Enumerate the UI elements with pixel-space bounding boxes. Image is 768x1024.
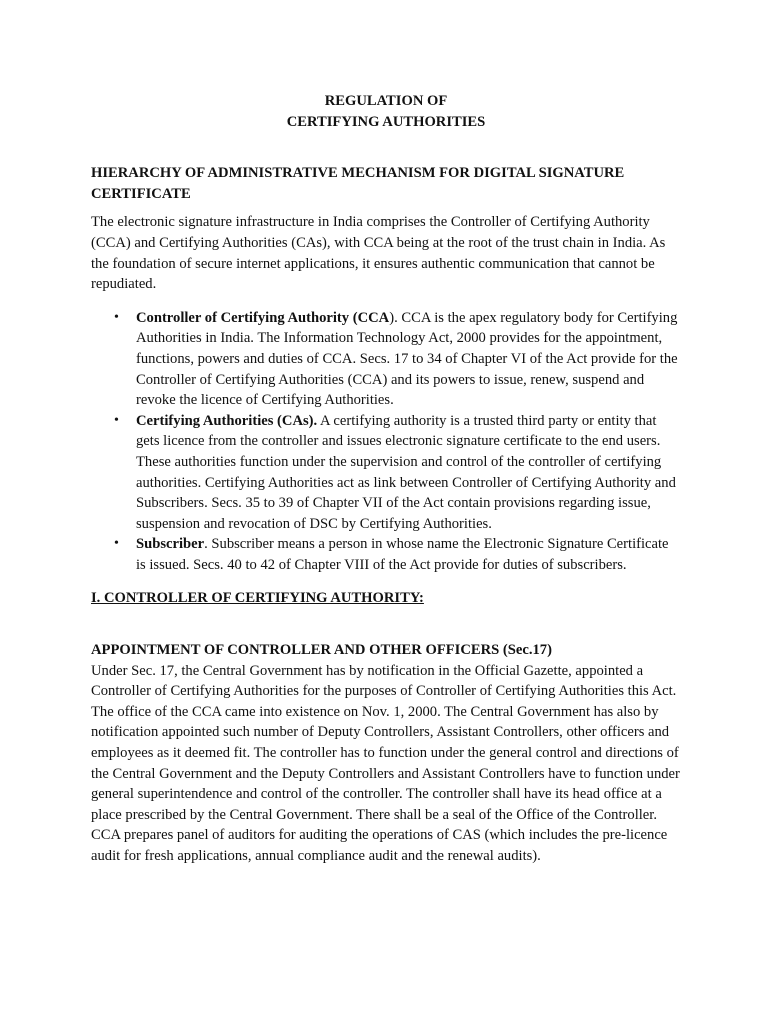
list-item	[91, 308, 681, 411]
document-title-line-1: REGULATION OF	[324, 93, 448, 109]
list-item-term: Controller of Certifying Authority (CCA	[136, 309, 390, 326]
sub-heading: APPOINTMENT OF CONTROLLER AND OTHER OFFICERS (Sec.17)	[91, 642, 552, 659]
body-paragraph-2: CCA prepares panel of auditors for auditing the operations of CAS (which includes the pre-licence audit for fresh applications, annual compliance audit and the renewal audits).	[91, 827, 668, 864]
list-item-text: ). CCA is the apex regulatory body for Certifying Authorities in India. The Information Technology Act, 2000 provides for the appointment, functions, powers and duties of CCA. Secs. 17 to 34 of Chapter VI of the Act provide for the Controller of Certifying Authorities (CCA) and its powers to issue, renew, suspend and revoke the licence of Certifying Authorities.	[136, 309, 678, 409]
list-item-term: Subscriber	[136, 536, 205, 553]
bullet-icon: •	[114, 309, 119, 325]
bullet-icon: •	[114, 412, 119, 428]
definition-list	[91, 308, 681, 576]
intro-paragraph: The electronic signature infrastructure in India comprises the Controller of Certifying Authority (CCA) and Certifying Authorities (CAs), with CCA being at the root of the trust chain in India. As the foundation of secure internet applications, it ensures authentic communication that cannot be repudiated.	[91, 214, 666, 293]
list-item-term: Certifying Authorities (CAs).	[136, 412, 318, 429]
list-item-text: A certifying authority is a trusted third party or entity that gets licence from the controller and issues electronic signature certificate to the end users. These authorities function under the supervision and control of the controller of certifying authorities. Certifying Authorities act as link between Controller of Certifying Authority and Subscribers. Secs. 35 to 39 of Chapter VII of the Act contain provisions regarding issue, suspension and revocation of DSC by Certifying Authorities.	[136, 412, 676, 532]
part-heading: I. CONTROLLER OF CERTIFYING AUTHORITY:	[91, 590, 424, 607]
document-title-line-2: CERTIFYING AUTHORITIES	[286, 113, 486, 130]
body-paragraph-1: Under Sec. 17, the Central Government has by notification in the Official Gazette, appointed a Controller of Certifying Authorities for the purposes of Controller of Certifying Authorities this Act. The office of the CCA came into existence on Nov. 1, 2000. The Central Government has also by notification appointed such number of Deputy Controllers, Assistant Controllers, other officers and employees as it deemed fit. The controller has to function under the general control and directions of the Central Government and the Deputy Controllers and Assistant Controllers have to function under general superintendence and control of the controller. The controller shall have its head office at a place prescribed by the Central Government. There shall be a seal of the Office of the Controller.	[91, 662, 680, 823]
section-heading: HIERARCHY OF ADMINISTRATIVE MECHANISM FOR DIGITAL SIGNATURE CERTIFICATE	[91, 165, 625, 202]
document-page	[91, 91, 681, 867]
list-item	[91, 534, 681, 575]
list-item-text: . Subscriber means a person in whose name the Electronic Signature Certificate is issued. Secs. 40 to 42 of Chapter VIII of the Act provide for duties of subscribers.	[136, 536, 669, 573]
list-item	[91, 411, 681, 535]
bullet-icon: •	[114, 536, 119, 552]
